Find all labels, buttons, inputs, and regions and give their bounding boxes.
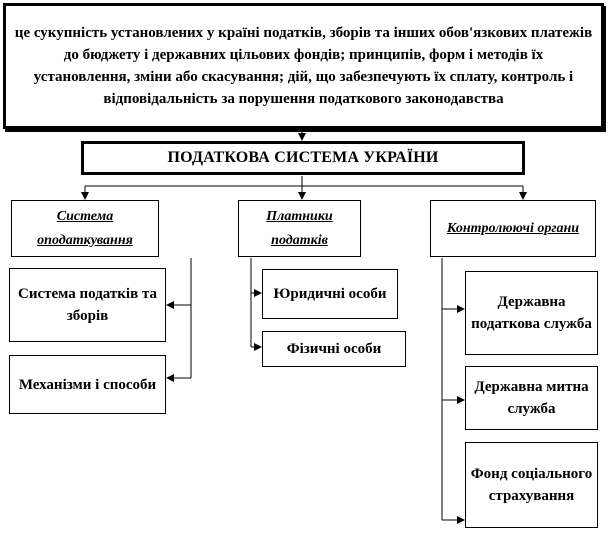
- heading-control-bodies-label: Контролюючі органи: [446, 220, 580, 236]
- heading-taxation-system-label: Система оподаткування: [37, 208, 133, 248]
- leaf-mechanisms: [9, 355, 166, 414]
- heading-taxpayers-label: Платники податків: [266, 208, 333, 248]
- heading-taxpayers: [238, 200, 361, 257]
- main-title-box: [81, 141, 525, 175]
- leaf-social-insurance-fund: [465, 442, 598, 528]
- leaf-tax-system: [9, 268, 166, 342]
- leaf-legal-entities-label: Юридичні особи: [273, 286, 387, 302]
- leaf-individuals: [262, 331, 406, 367]
- leaf-tax-system-label: Система податків та зборів: [17, 286, 157, 324]
- definition-text: це сукупність установлених у країні податків, зборів та інших обов'язкових платежів до бюджету і державних цільових фондів; принципів, форм і методів їх установлення, зміни або скасування; дій, що забезпечують їх сплату, контроль і відповідальність за порушення податкового законодавства: [14, 25, 593, 107]
- heading-control-bodies: [430, 200, 596, 257]
- leaf-tax-service-label: Державна податкова служба: [471, 294, 592, 332]
- heading-taxation-system: [11, 200, 159, 257]
- leaf-social-insurance-fund-label: Фонд соціального страхування: [470, 466, 593, 504]
- definition-box: [3, 3, 604, 129]
- leaf-customs-service: [465, 366, 598, 430]
- leaf-individuals-label: Фізичні особи: [286, 341, 382, 357]
- leaf-customs-service-label: Державна митна служба: [474, 379, 589, 417]
- main-title: ПОДАТКОВА СИСТЕМА УКРАЇНИ: [167, 149, 439, 166]
- leaf-mechanisms-label: Механізми і способи: [18, 376, 157, 393]
- leaf-legal-entities: [262, 269, 398, 319]
- leaf-tax-service: [465, 271, 598, 355]
